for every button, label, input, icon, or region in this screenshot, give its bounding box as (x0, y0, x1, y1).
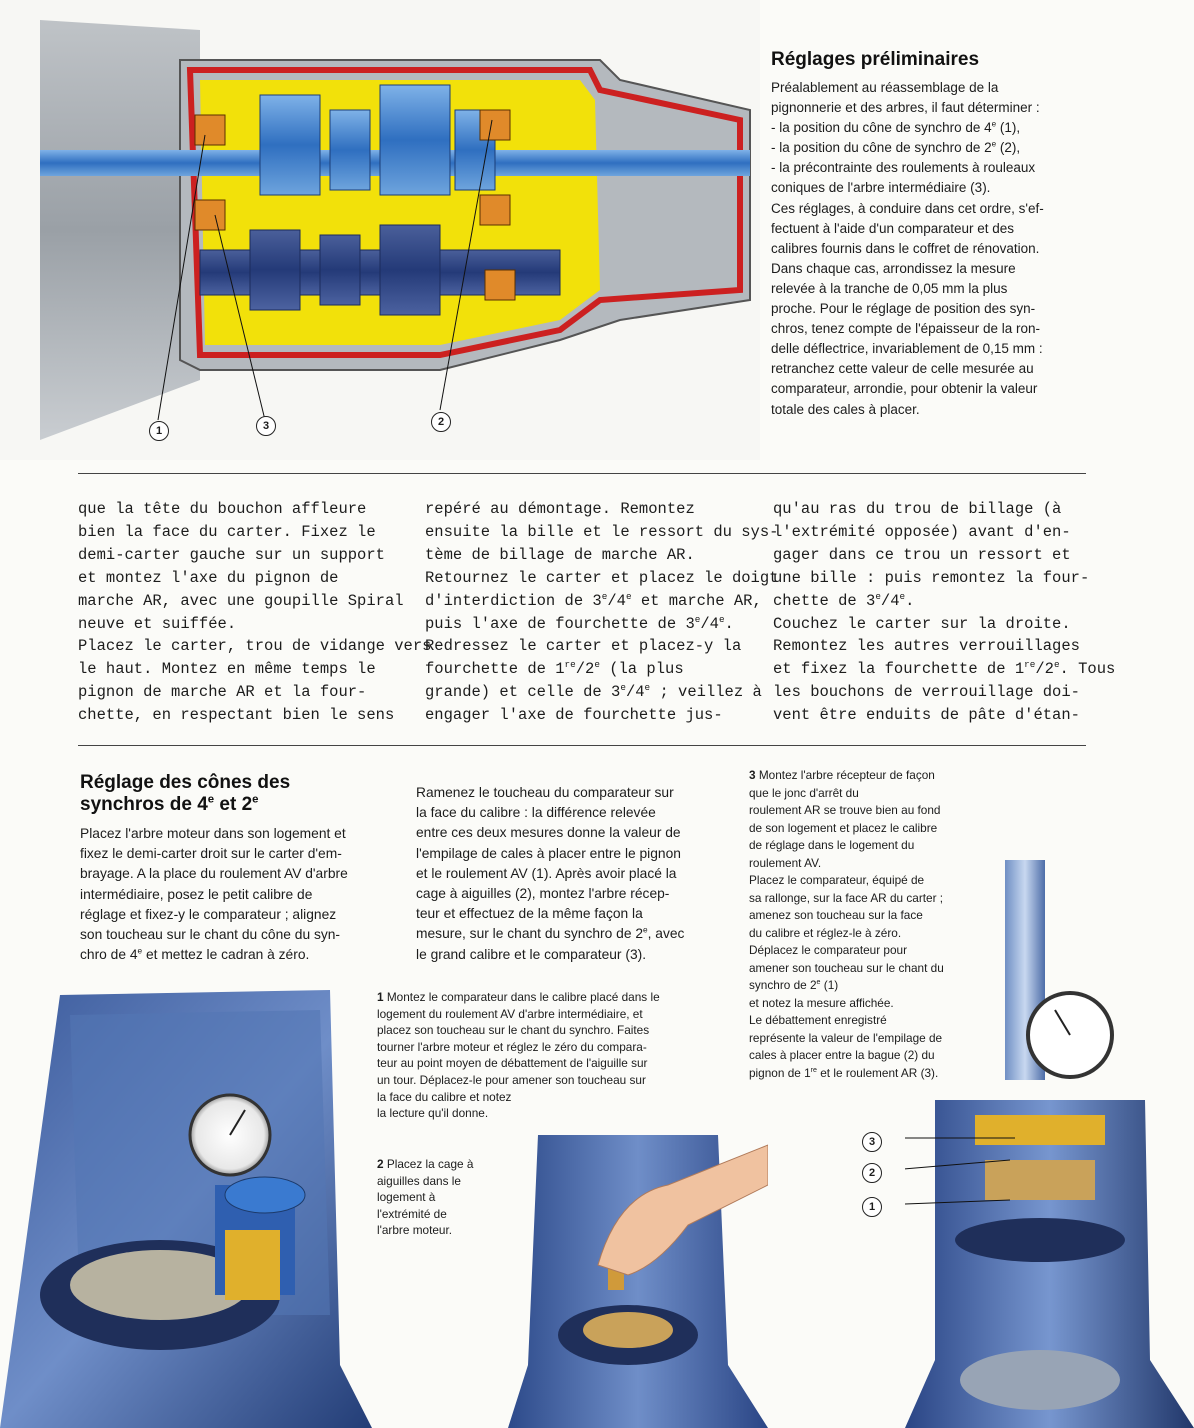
prelim-line: proche. Pour le réglage de position des syn- (771, 301, 1036, 317)
caption-text: Placez la cage à (386, 1157, 474, 1171)
caption-line (377, 989, 722, 1006)
prelim-line: - la précontrainte des roulements à rouleaux (771, 160, 1036, 176)
caption-line: logement du roulement AV d'arbre intermédiaire, et (377, 1006, 643, 1021)
ramenez-line: l'empilage de cales à placer entre le pignon (416, 845, 681, 861)
mid-column-3 (773, 498, 1116, 727)
ramenez-line: teur et effectuez de la même façon la (416, 906, 643, 922)
mid-line: chette, en respectant bien le sens (78, 706, 395, 725)
mid-line: les bouchons de verrouillage doi- (773, 683, 1080, 702)
prelim-line: chros, tenez compte de l'épaisseur de la ron- (771, 321, 1040, 337)
caption-text: Montez l'arbre récepteur de façon (758, 768, 935, 782)
caption-line: pignon de 1re et le roulement AR (3). (749, 1065, 939, 1080)
caption-line: et notez la mesure affichée. (749, 995, 894, 1010)
caption-line: amener son toucheau sur le chant du (749, 960, 944, 975)
caption-line: la face du calibre et notez (377, 1089, 512, 1104)
prelim-line: relevée à la tranche de 0,05 mm la plus (771, 280, 1008, 296)
ramenez-line: Ramenez le toucheau du comparateur sur (416, 785, 674, 800)
photo3-callout-2: 2 (862, 1163, 882, 1183)
prelim-line: pignonnerie et des arbres, il faut déterminer : (771, 100, 1040, 116)
mid-line: fourchette de 1re/2e (la plus (425, 659, 684, 679)
photo-2-needle-cage-hand (508, 1125, 768, 1428)
caption-line: placez son toucheau sur le chant du synchro. Faites (377, 1023, 650, 1038)
ramenez-line: le grand calibre et le comparateur (3). (416, 946, 647, 962)
mid-line: l'extrémité opposée) avant d'en- (773, 522, 1071, 541)
ramenez-line: la face du calibre : la différence relevée (416, 805, 656, 821)
synchro-line: fixez le demi-carter droit sur le carter d'em- (80, 846, 342, 862)
caption-line: représente la valeur de l'empilage de (749, 1030, 943, 1045)
mid-line: le haut. Montez en même temps le (78, 660, 376, 679)
mid-line: Couchez le carter sur la droite. (773, 614, 1071, 633)
divider-top (78, 473, 1086, 474)
ramenez-line: entre ces deux mesures donne la valeur de (416, 825, 681, 841)
mid-line: une bille : puis remontez la four- (773, 568, 1090, 587)
caption-number: 2 (377, 1157, 384, 1171)
caption-line: roulement AV. (749, 855, 822, 870)
mid-line: Placez le carter, trou de vidange vers (78, 637, 432, 656)
prelim-line: comparateur, arrondie, pour obtenir la valeur (771, 381, 1038, 397)
prelim-line: retranchez cette valeur de celle mesurée au (771, 361, 1034, 377)
prelim-line: Préalablement au réassemblage de la (771, 80, 999, 95)
mid-line: tème de billage de marche AR. (425, 545, 695, 564)
synchro-section (80, 772, 390, 965)
prelim-line: Ces réglages, à conduire dans cet ordre, s'ef- (771, 200, 1044, 216)
caption-number: 3 (749, 768, 756, 782)
caption-line: aiguilles dans le (377, 1173, 461, 1188)
mid-line: et fixez la fourchette de 1re/2e. Tous (773, 659, 1116, 679)
synchro-title-line2: synchros de 4e et 2e (80, 793, 259, 815)
caption-text: Montez le comparateur dans le calibre placé dans le (386, 990, 660, 1004)
synchro-line: son toucheau sur le chant du cône du syn- (80, 927, 341, 943)
diagram-callout-3: 3 (256, 416, 276, 436)
prelim-section (771, 48, 1086, 420)
caption-line: du calibre et réglez-le à zéro. (749, 925, 902, 940)
caption-line: Déplacez le comparateur pour (749, 943, 908, 957)
prelim-title: Réglages préliminaires (771, 49, 980, 70)
photo-3-comparator-on-shaft (905, 860, 1194, 1428)
prelim-body (771, 78, 1086, 420)
caption-line: tourner l'arbre moteur et réglez le zéro du compara- (377, 1039, 647, 1054)
caption-line: la lecture qu'il donne. (377, 1106, 489, 1121)
caption-line: de son logement et placez le calibre (749, 820, 938, 835)
mid-line: marche AR, avec une goupille Spiral (78, 591, 404, 610)
prelim-line: Dans chaque cas, arrondissez la mesure (771, 260, 1016, 276)
mid-column-2 (425, 498, 779, 727)
synchro-body (80, 824, 390, 965)
mid-line: chette de 3e/4e. (773, 590, 915, 610)
mid-line: engager l'axe de fourchette jus- (425, 706, 723, 725)
ramenez-line: et le roulement AV (1). Après avoir placé la (416, 865, 677, 881)
prelim-line: - la position du cône de synchro de 4e (1), (771, 119, 1021, 136)
synchro-line: brayage. A la place du roulement AV d'arbre (80, 866, 348, 882)
caption-line: sa rallonge, sur la face AR du carter ; (749, 890, 944, 905)
caption-line: Placez le comparateur, équipé de (749, 873, 925, 887)
mid-line: gager dans ce trou un ressort et (773, 545, 1071, 564)
mid-line: vent être enduits de pâte d'étan- (773, 706, 1080, 725)
caption-line: amenez son toucheau sur la face (749, 908, 923, 922)
prelim-line: coniques de l'arbre intermédiaire (3). (771, 180, 991, 196)
caption-line: de réglage dans le logement du (749, 838, 915, 852)
photo3-callout-1: 1 (862, 1197, 882, 1217)
synchro-title (80, 772, 390, 816)
synchro-line: chro de 4e et mettez le cadran à zéro. (80, 946, 310, 963)
caption-number: 1 (377, 990, 384, 1004)
caption-line: synchro de 2e (1) (749, 978, 839, 992)
ramenez-line: mesure, sur le chant du synchro de 2e, avec (416, 925, 685, 942)
mid-line: demi-carter gauche sur un support (78, 545, 385, 564)
prelim-line: totale des cales à placer. (771, 401, 920, 417)
mid-column-1 (78, 498, 432, 727)
photo-1-comparator-on-casing (0, 985, 372, 1428)
mid-line: neuve et suiffée. (78, 614, 237, 633)
mid-line: pignon de marche AR et la four- (78, 683, 367, 702)
mid-line: grande) et celle de 3e/4e ; veillez à (425, 682, 762, 702)
caption-line: l'extrémité de (377, 1206, 447, 1221)
mid-line: Remontez les autres verrouillages (773, 637, 1080, 656)
mid-line: et montez l'axe du pignon de (78, 568, 339, 587)
mid-line: Redressez le carter et placez-y la (425, 637, 742, 656)
mid-line: bien la face du carter. Fixez le (78, 522, 376, 541)
synchro-line: intermédiaire, posez le petit calibre de (80, 886, 313, 902)
caption-line: que le jonc d'arrêt du (749, 785, 859, 800)
mid-line: Retournez le carter et placez le doigt (425, 568, 779, 587)
divider-middle (78, 745, 1086, 746)
ramenez-section (416, 783, 726, 965)
diagram-callout-1: 1 (149, 421, 169, 441)
mid-line: que la tête du bouchon affleure (78, 500, 367, 518)
synchro-line: Placez l'arbre moteur dans son logement et (80, 826, 346, 841)
prelim-line: - la position du cône de synchro de 2e (2), (771, 139, 1021, 156)
prelim-line: delle déflectrice, invariablement de 0,15 mm : (771, 341, 1043, 357)
caption-line (377, 1156, 507, 1173)
mid-line: ensuite la bille et le ressort du sys- (425, 522, 779, 541)
diagram-callout-2: 2 (431, 412, 451, 432)
caption-line: logement à (377, 1190, 436, 1205)
caption-line: l'arbre moteur. (377, 1223, 453, 1238)
caption-line: un tour. Déplacez-le pour amener son toucheau sur (377, 1072, 646, 1087)
ramenez-line: cage à aiguilles (2), montez l'arbre récep- (416, 886, 670, 902)
caption-line (749, 767, 989, 785)
mid-line: puis l'axe de fourchette de 3e/4e. (425, 613, 734, 633)
synchro-line: réglage et fixez-y le comparateur ; alignez (80, 906, 337, 922)
caption-1 (377, 989, 722, 1122)
caption-line: Le débattement enregistré (749, 1013, 887, 1027)
mid-line: qu'au ras du trou de billage (à (773, 500, 1062, 518)
caption-line: cales à placer entre la bague (2) du (749, 1048, 935, 1062)
photo3-callout-3: 3 (862, 1132, 882, 1152)
mid-line: d'interdiction de 3e/4e et marche AR, (425, 590, 762, 610)
caption-line: roulement AR se trouve bien au fond (749, 803, 941, 817)
prelim-line: fectuent à l'aide d'un comparateur et des (771, 220, 1015, 236)
prelim-line: calibres fournis dans le coffret de rénovation. (771, 240, 1040, 256)
caption-2 (377, 1156, 507, 1239)
caption-line: teur au point moyen de débattement de l'aiguille sur (377, 1056, 648, 1071)
synchro-title-line1: Réglage des cônes des (80, 772, 291, 793)
mid-line: repéré au démontage. Remontez (425, 500, 695, 518)
gearbox-cutaway-illustration (0, 0, 760, 460)
